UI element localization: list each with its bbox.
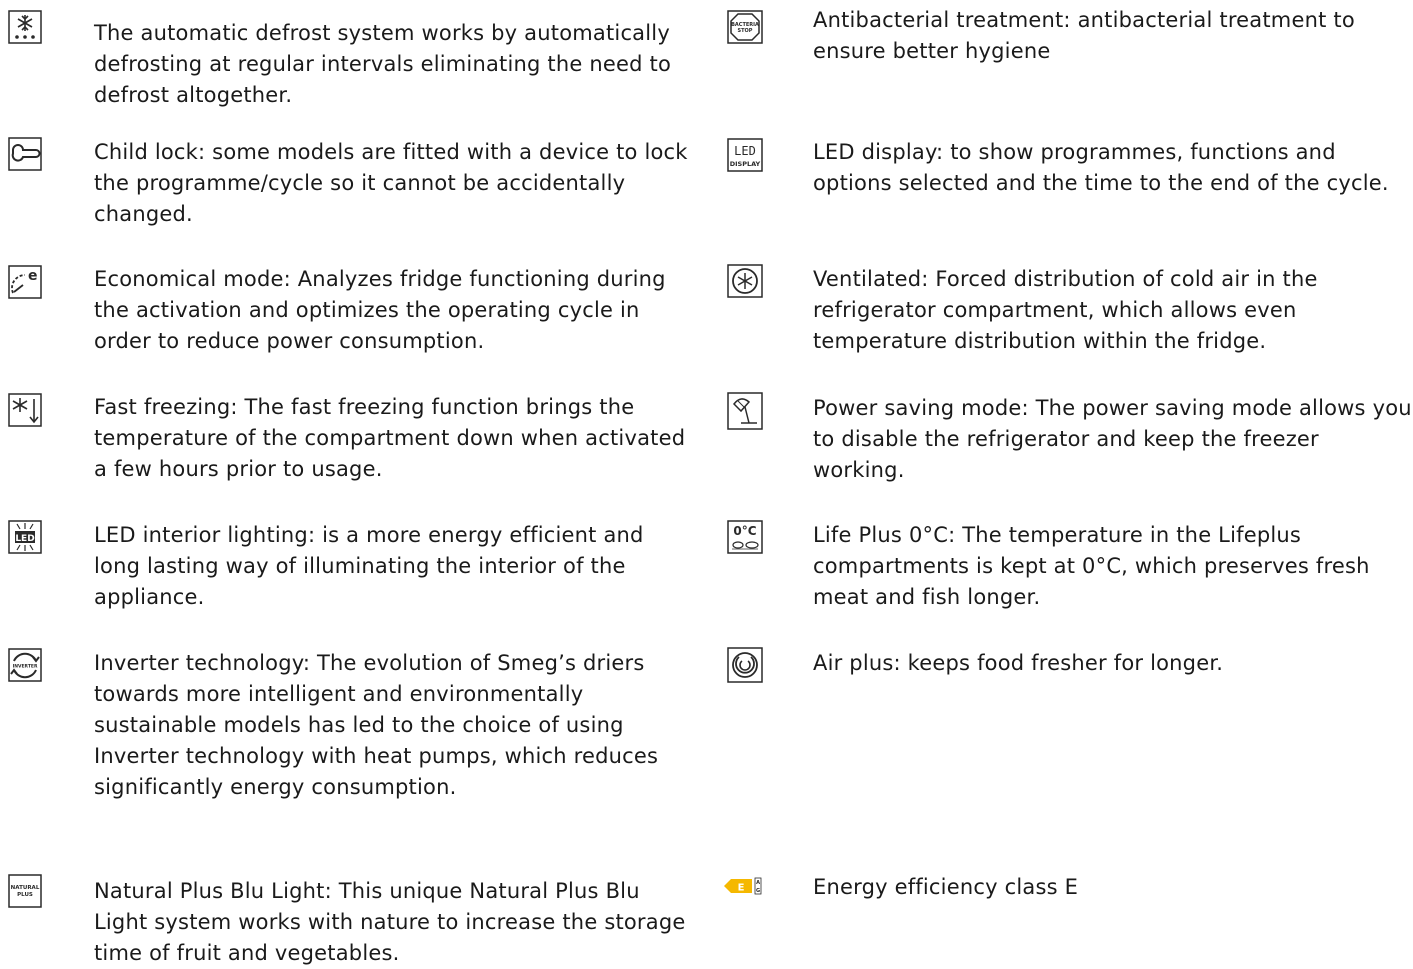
svg-text:G: G	[755, 888, 761, 894]
svg-text:LED: LED	[734, 144, 756, 158]
feature-text: Antibacterial treatment: antibacterial treatment to ensure better hygiene	[813, 8, 1355, 63]
feature-text: Natural Plus Blu Light: This unique Natural Plus Blu Light system works with nature to increase the storage time of fruit and vegetables.	[94, 879, 686, 965]
svg-text:NATURAL: NATURAL	[10, 885, 40, 891]
ventilated-icon	[727, 264, 763, 298]
led-display-icon	[727, 138, 763, 172]
fast-freezing-icon	[8, 393, 42, 427]
feature-text: Inverter technology: The evolution of Smeg’s driers towards more intelligent and environmentally sustainable models has led to the choice of using Inverter technology with heat pumps, which reduces significantly energy consumption.	[94, 651, 659, 799]
led-interior-lighting-icon	[8, 520, 42, 554]
feature-text: Life Plus 0°C: The temperature in the Lifeplus compartments is kept at 0°C, which preserves fresh meat and fish longer.	[813, 523, 1370, 609]
antibacterial-icon	[727, 10, 763, 44]
natural-plus-icon	[8, 874, 42, 908]
svg-text:PLUS: PLUS	[17, 892, 33, 898]
feature-text: The automatic defrost system works by automatically defrosting at regular intervals eliminating the need to defrost altogether.	[94, 21, 672, 107]
auto-defrost-icon	[8, 10, 42, 44]
svg-text:0°C: 0°C	[733, 524, 757, 538]
svg-text:INVERTER: INVERTER	[12, 664, 38, 670]
feature-text: Power saving mode: The power saving mode allows you to disable the refrigerator and keep the freezer working.	[813, 396, 1412, 482]
svg-text:e: e	[28, 268, 38, 284]
feature-text: Air plus: keeps food fresher for longer.	[813, 651, 1224, 675]
feature-text: Economical mode: Analyzes fridge functioning during the activation and optimizes the operating cycle in order to reduce power consumption.	[94, 267, 666, 353]
svg-text:A: A	[756, 880, 760, 886]
svg-text:E: E	[737, 882, 745, 894]
economical-mode-icon	[8, 265, 42, 299]
feature-text: Child lock: some models are fitted with a device to lock the programme/cycle so it cannot be accidentally changed.	[94, 140, 688, 226]
energy-class-icon	[722, 875, 764, 905]
inverter-technology-icon	[8, 648, 42, 682]
svg-text:BACTERIA: BACTERIA	[731, 22, 759, 28]
feature-text: LED display: to show programmes, functions and options selected and the time to the end of the cycle.	[813, 140, 1389, 195]
feature-text: Energy efficiency class E	[813, 875, 1079, 899]
svg-text:DISPLAY: DISPLAY	[729, 160, 761, 168]
svg-text:STOP: STOP	[737, 28, 753, 34]
power-saving-icon	[727, 392, 763, 430]
life-plus-icon	[727, 520, 763, 554]
feature-text: LED interior lighting: is a more energy efficient and long lasting way of illuminating the interior of the appliance.	[94, 523, 644, 609]
air-plus-icon	[727, 647, 763, 683]
svg-text:LED: LED	[15, 534, 35, 544]
child-lock-icon	[8, 137, 42, 171]
feature-text: Ventilated: Forced distribution of cold air in the refrigerator compartment, which allows even temperature distribution within the fridge.	[813, 267, 1318, 353]
feature-text: Fast freezing: The fast freezing function brings the temperature of the compartment down when activated a few hours prior to usage.	[94, 395, 686, 481]
